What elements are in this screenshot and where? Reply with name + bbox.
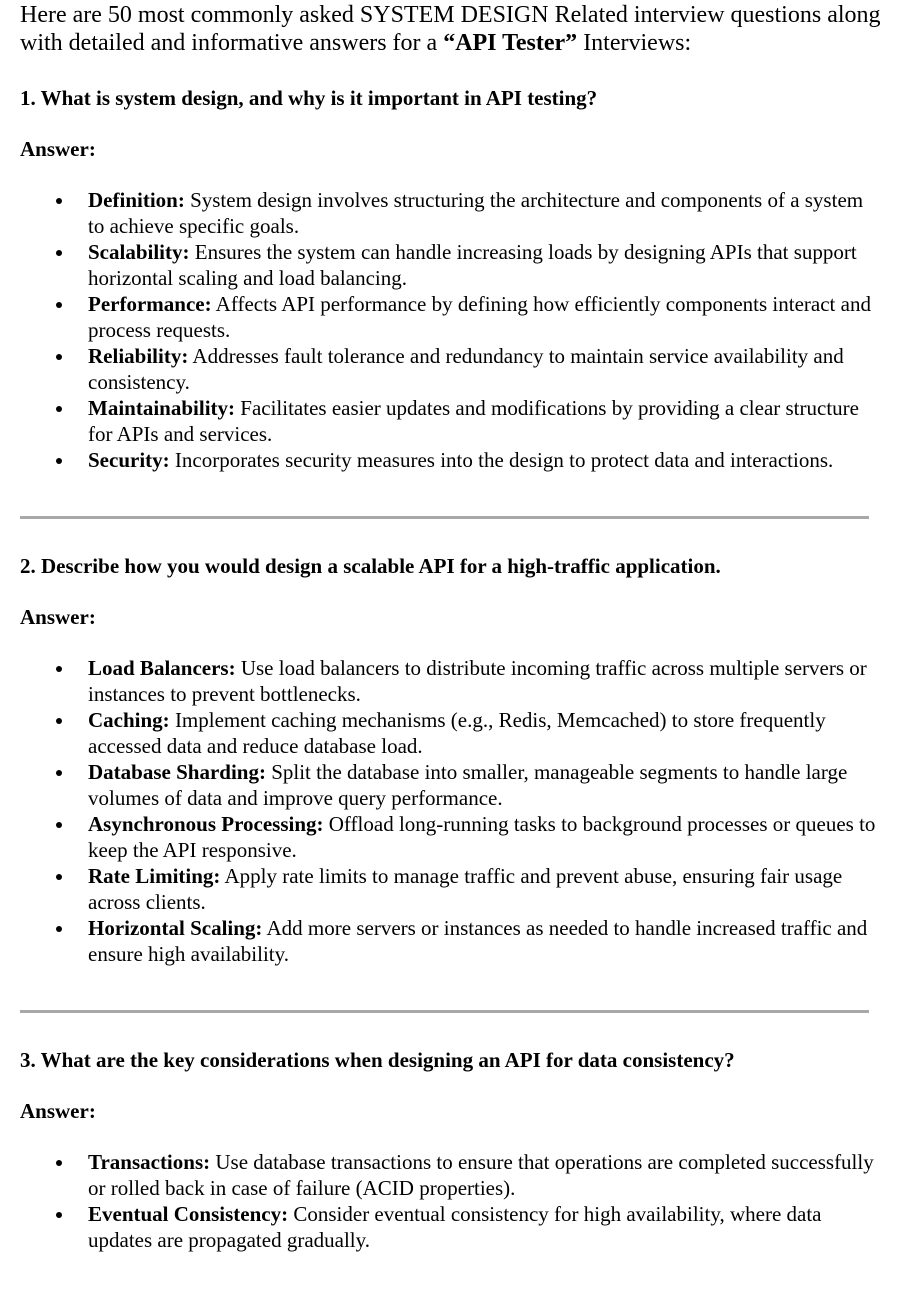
item-text: Incorporates security measures into the design to protect data and interactions. [169,448,834,472]
list-item [20,343,878,395]
item-term: Performance: [88,292,212,316]
list-item [20,239,878,291]
answer-label: Answer: [20,137,96,161]
item-term: Asynchronous Processing: [88,812,324,836]
bullet-icon [56,718,62,724]
intro-emphasis: “API Tester” [443,30,578,56]
item-term: Transactions: [88,1150,211,1174]
bullet-icon [56,250,62,256]
bullet-icon [56,302,62,308]
list-item [20,707,878,759]
list-item [20,759,878,811]
intro-suffix: Interviews: [577,30,692,56]
item-text: Facilitates easier updates and modifications by providing a clear structure for APIs and services. [88,396,859,446]
list-item [20,863,878,915]
bullet-icon [56,1160,62,1166]
intro-prefix: Here are 50 most commonly asked SYSTEM DESIGN Related interview questions along with detailed and informative answers for a [20,2,881,56]
list-item [20,811,878,863]
question-heading: 3. What are the key considerations when designing an API for data consistency? [20,1048,735,1072]
item-term: Reliability: [88,344,189,368]
list-item [20,291,878,343]
item-term: Database Sharding: [88,760,266,784]
item-term: Rate Limiting: [88,864,221,888]
question-heading: 2. Describe how you would design a scalable API for a high-traffic application. [20,554,721,578]
item-text: Use database transactions to ensure that operations are completed successfully or rolled back in case of failure (ACID properties). [88,1150,874,1200]
section-2 [20,553,920,967]
item-term: Load Balancers: [88,656,236,680]
bullet-icon [56,458,62,464]
question-heading: 1. What is system design, and why is it important in API testing? [20,86,598,110]
answer-list [20,187,920,473]
section-1 [20,85,920,473]
item-text: Add more servers or instances as needed to handle increased traffic and ensure high availability. [88,916,868,966]
bullet-icon [56,354,62,360]
section-divider [20,1010,869,1013]
item-term: Maintainability: [88,396,236,420]
intro-paragraph [20,0,900,57]
bullet-icon [56,770,62,776]
item-term: Security: [88,448,170,472]
answer-list [20,1149,920,1253]
item-text: Addresses fault tolerance and redundancy to maintain service availability and consistency. [88,344,844,394]
list-item [20,655,878,707]
list-item [20,1149,878,1201]
list-item [20,395,878,447]
list-item [20,447,878,473]
item-term: Definition: [88,188,185,212]
bullet-icon [56,874,62,880]
list-item [20,1201,878,1253]
answer-label: Answer: [20,605,96,629]
item-text: System design involves structuring the architecture and components of a system to achieve specific goals. [88,188,864,238]
item-term: Scalability: [88,240,190,264]
list-item [20,187,878,239]
section-3 [20,1047,920,1253]
item-text: Implement caching mechanisms (e.g., Redis, Memcached) to store frequently accessed data and reduce database load. [88,708,826,758]
bullet-icon [56,822,62,828]
answer-list [20,655,920,967]
item-text: Offload long-running tasks to background processes or queues to keep the API responsive. [88,812,876,862]
bullet-icon [56,406,62,412]
item-term: Eventual Consistency: [88,1202,289,1226]
item-text: Apply rate limits to manage traffic and prevent abuse, ensuring fair usage across clients. [88,864,843,914]
section-divider [20,516,869,519]
bullet-icon [56,666,62,672]
item-term: Caching: [88,708,170,732]
item-term: Horizontal Scaling: [88,916,263,940]
item-text: Use load balancers to distribute incoming traffic across multiple servers or instances to prevent bottlenecks. [88,656,867,706]
bullet-icon [56,198,62,204]
list-item [20,915,878,967]
item-text: Consider eventual consistency for high availability, where data updates are propagated gradually. [88,1202,822,1252]
item-text: Ensures the system can handle increasing loads by designing APIs that support horizontal scaling and load balancing. [88,240,857,290]
item-text: Split the database into smaller, manageable segments to handle large volumes of data and improve query performance. [88,760,848,810]
bullet-icon [56,1212,62,1218]
answer-label: Answer: [20,1099,96,1123]
bullet-icon [56,926,62,932]
item-text: Affects API performance by defining how efficiently components interact and process requests. [88,292,871,342]
